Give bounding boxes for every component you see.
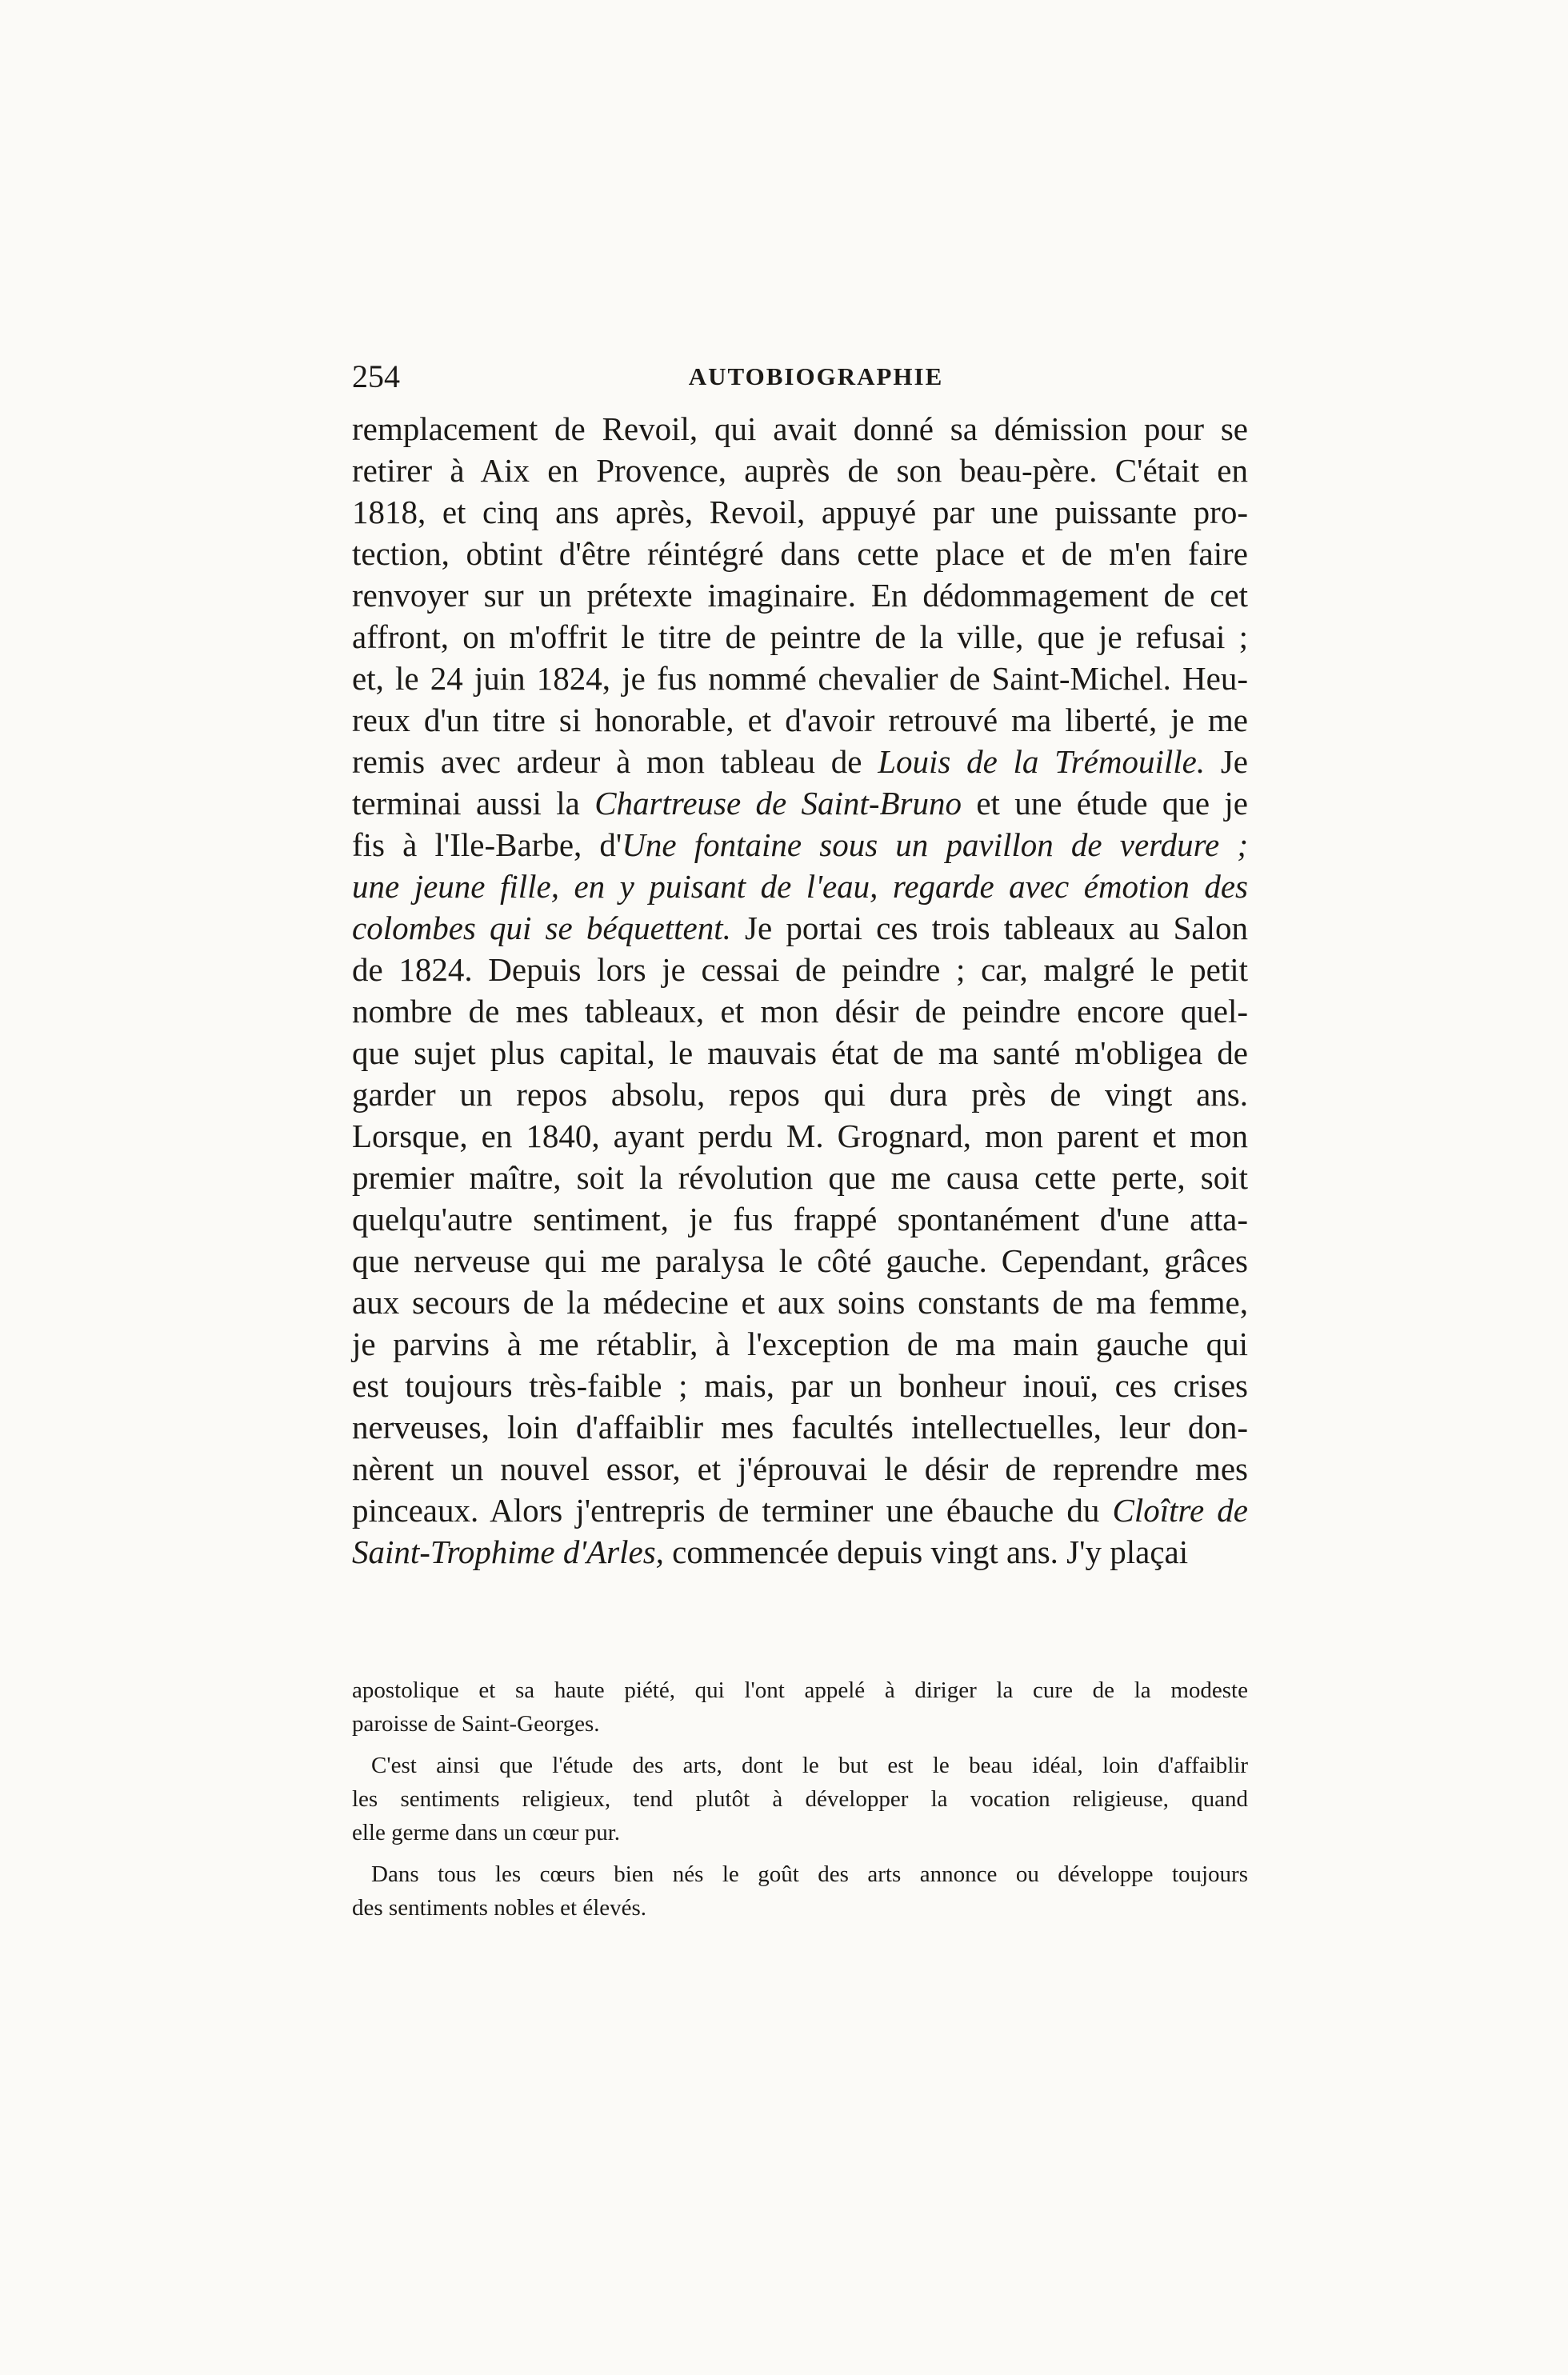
text-line: de 1824. Depuis lors je cessai de peindre ; car, malgré le petit [352, 951, 1248, 988]
text-line: retirer à Aix en Provence, auprès de son beau-père. C'était en [352, 452, 1248, 489]
text-line [352, 907, 1248, 949]
text-run: et une étude que je [961, 785, 1248, 822]
text-run: fis à l'Ile-Barbe, d' [352, 826, 622, 863]
text-line: nerveuses, loin d'affaiblir mes facultés intellectuelles, leur don- [352, 1409, 1248, 1445]
text-line [352, 824, 1248, 866]
text-line [352, 741, 1248, 782]
footnote-line: C'est ainsi que l'étude des arts, dont le but est le beau idéal, loin d'affaiblir [371, 1753, 1248, 1778]
page-number: 254 [352, 358, 400, 394]
italic-title: une jeune fille, en y puisant de l'eau, regarde avec émotion des [352, 868, 1248, 905]
main-text [352, 408, 1248, 1573]
running-title: AUTOBIOGRAPHIE [688, 362, 944, 390]
text-run: Je [1205, 743, 1249, 780]
text-line: quelqu'autre sentiment, je fus frappé spontanément d'une atta- [352, 1201, 1248, 1237]
text-line: nèrent un nouvel essor, et j'éprouvai le désir de reprendre mes [352, 1450, 1248, 1487]
text-line: Lorsque, en 1840, ayant perdu M. Grognard, mon parent et mon [352, 1118, 1248, 1154]
text-line: 1818, et cinq ans après, Revoil, appuyé par une puissante pro- [352, 494, 1248, 530]
text-line: renvoyer sur un prétexte imaginaire. En dédommagement de cet [352, 577, 1248, 614]
italic-title: colombes qui se béquettent. [352, 910, 731, 946]
text-line: tection, obtint d'être réintégré dans cette place et de m'en faire [352, 535, 1248, 572]
footnote-gap [352, 1849, 1248, 1857]
footnotes [352, 1673, 1248, 1925]
text-line: garder un repos absolu, repos qui dura près de vingt ans. [352, 1076, 1248, 1113]
text-line [352, 1531, 1248, 1573]
page-header [352, 357, 1248, 397]
text-run: commencée depuis vingt ans. J'y plaçai [663, 1533, 1189, 1570]
text-line: est toujours très-faible ; mais, par un bonheur inouï, ces crises [352, 1367, 1248, 1404]
text-line: et, le 24 juin 1824, je fus nommé chevalier de Saint-Michel. Heu- [352, 660, 1248, 697]
footnote-line: paroisse de Saint-Georges. [352, 1711, 600, 1737]
footnote-line: elle germe dans un cœur pur. [352, 1820, 621, 1845]
text-run: remis avec ardeur à mon tableau de [352, 743, 878, 780]
text-line: que sujet plus capital, le mauvais état de ma santé m'obligea de [352, 1034, 1248, 1071]
text-line [352, 782, 1248, 824]
text-line: aux secours de la médecine et aux soins constants de ma femme, [352, 1284, 1248, 1321]
footnote-line: des sentiments nobles et élevés. [352, 1895, 647, 1921]
italic-title: Louis de la Trémouille. [878, 743, 1206, 780]
text-run: pinceaux. Alors j'entrepris de terminer une ébauche du [352, 1492, 1113, 1529]
text-line: affront, on m'offrit le titre de peintre de la ville, que je refusai ; [352, 618, 1248, 655]
text-line: que nerveuse qui me paralysa le côté gauche. Cependant, grâces [352, 1242, 1248, 1279]
italic-title: Chartreuse de Saint-Bruno [594, 785, 962, 822]
text-line: je parvins à me rétablir, à l'exception de ma main gauche qui [352, 1325, 1248, 1362]
footnote-line: apostolique et sa haute piété, qui l'ont appelé à diriger la cure de la modeste [352, 1677, 1248, 1703]
text-line [352, 866, 1248, 907]
text-line: remplacement de Revoil, qui avait donné sa démission pour se [352, 410, 1248, 447]
text-line: reux d'un titre si honorable, et d'avoir retrouvé ma liberté, je me [352, 702, 1248, 738]
text-line: premier maître, soit la révolution que me causa cette perte, soit [352, 1159, 1248, 1196]
italic-title: Une fontaine sous un pavillon de verdure ; [622, 826, 1249, 863]
text-run: terminai aussi la [352, 785, 595, 822]
text-line [352, 1489, 1248, 1531]
footnote-line: les sentiments religieux, tend plutôt à développer la vocation religieuse, quand [352, 1786, 1248, 1812]
italic-title: Cloître de [1112, 1492, 1248, 1529]
text-line: nombre de mes tableaux, et mon désir de peindre encore quel- [352, 993, 1248, 1030]
footnote-gap [352, 1741, 1248, 1749]
italic-title: Saint-Trophime d'Arles, [352, 1533, 664, 1570]
text-run: Je portai ces trois tableaux au Salon [730, 910, 1248, 946]
footnote-line: Dans tous les cœurs bien nés le goût des arts annonce ou développe toujours [371, 1861, 1248, 1887]
